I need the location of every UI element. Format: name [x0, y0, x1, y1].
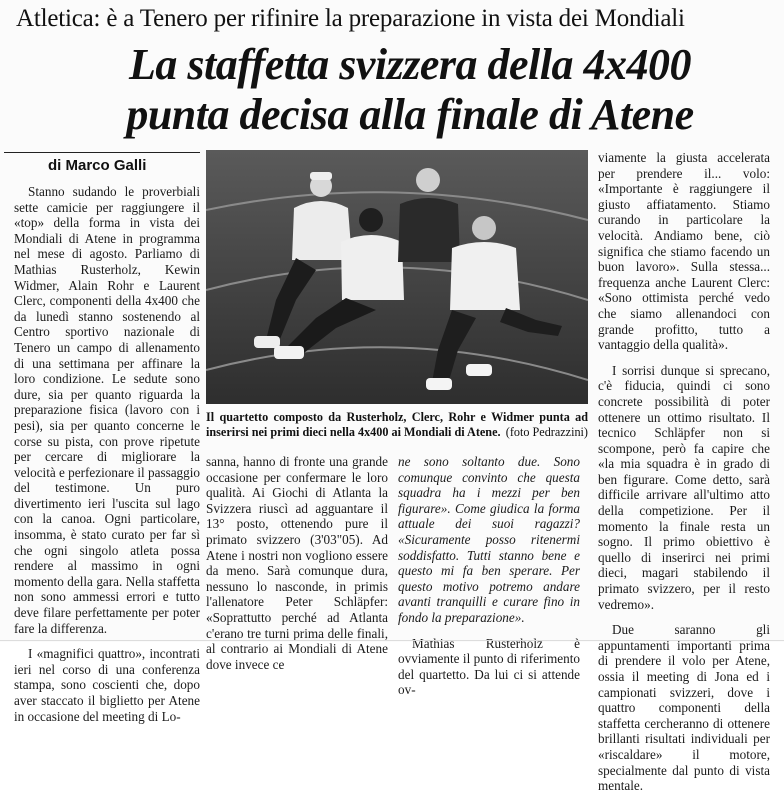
- photo-credit: (foto Pedrazzini): [505, 424, 588, 439]
- byline-rule: [4, 152, 200, 153]
- photo-four-athletes: [206, 150, 588, 404]
- byline: di Marco Galli: [48, 157, 147, 174]
- paragraph: I sorrisi dunque si sprecano, c'è fiducia, quindi ci sono concrete possibilità di poter ottenere un ottimo risultato. Il tecnico Schläpfer non si scompone, però fa capire che «la mia squadra è in grado di ben figurare. Come detto, sarà difficile arrivare all'ultimo atto della competizione. Per il momento la finale resta un sogno. Il primo obiettivo è quello di inserirci nei primi dieci, magari stabilendo il primato svizzero, per il resto vedremo».: [598, 362, 770, 612]
- text-column-1: [14, 184, 200, 724]
- paragraph: I «magnifici quattro», incontrati ieri nel corso di una conferenza stampa, sono coscienti che, dopo aver staccato il biglietto per Atene in occasione del meeting di Lo-: [14, 646, 200, 724]
- paragraph: Due saranno gli appuntamenti importanti prima di prendere il volo per Atene, ossia il meeting di Jona ed i campionati svizzeri, dove i quattro componenti della staffetta cercheranno di ottenere brillanti risultati individuali per «riscaldare» il motore, specialmente dal punto di vista mentale.: [598, 622, 770, 794]
- paragraph: Stanno sudando le proverbiali sette camicie per raggiungere il «top» della forma in vista dei Mondiali di Atene in programma nel mese di agosto. Parliamo di Mathias Rusterholz, Kewin Widmer, Alain Rohr e Laurent Clerc, componenti della 4x400 che da lunedì stanno sostenendo al Centro sportivo nazionale di Tenero un campo di allenamento di una settimana per affinare la loro condizione. Le sedute sono dure, sia per quanto riguarda la preparazione fisica (lavoro con i pesi), sia per quanto concerne le corse su pista, con prove ripetute per cercare di migliorare la velocità e perfezionare il passaggio del testimone. Un puro divertimento ieri l'uscita sul lago con la canoa. Ogni particolare, insomma, è stato curato per far sì che ogni singolo atleta possa rendere al massimo in ogni momento della gara. Nella staffetta non sono ammessi errori e tutto deve filare perfettamente per poter fare la differenza.: [14, 184, 201, 636]
- athletes-photo-icon: [206, 150, 588, 404]
- paragraph: sanna, hanno di fronte una grande occasione per confermare le loro qualità. Ai Giochi di Atlanta la Svizzera riuscì ad agguantare il 13° posto, ottenendo pure il primato svizzero (3'03"05). Ad Atene i nostri non vogliono essere da meno. Sarà comunque dura, nessuno lo nasconde, in primis l'allenatore Peter Schläpfer: «Soprattutto perché ad Atlanta c'erano tre turni prima delle finali, al contrario ai Mondiali di Atene dove invece ce: [206, 454, 388, 672]
- text-column-3: [398, 454, 580, 698]
- paragraph: viamente la giusta accelerata per prendere il... volo: «Importante è raggiungere il giusto affiatamento. Stiamo curando in particolare la velocità. Andiamo bene, ciò significa che stiamo facendo un buon lavoro». Sulla stessa... frequenza anche Laurent Clerc: «Sono ottimista perché vedo che siamo allenandoci con grande profitto, tutto a vantaggio della qualità».: [598, 150, 770, 353]
- headline-line-2: punta decisa alla finale di Atene: [126, 90, 694, 139]
- article-kicker: Atletica: è a Tenero per rifinire la preparazione in vista dei Mondiali: [16, 5, 685, 32]
- paragraph: Mathias Rusterholz è ovviamente il punto di riferimento del quartetto. Da lui ci si attende ov-: [398, 635, 580, 698]
- caption-text: Il quartetto composto da Rusterholz, Clerc, Rohr e Widmer punta ad inserirsi nei primi dieci nella 4x400 ai Mondiali di Atene.: [206, 410, 588, 439]
- article-headline: [60, 40, 760, 140]
- headline-line-1: La staffetta svizzera della 4x400: [129, 40, 691, 89]
- paragraph: ne sono soltanto due. Sono comunque convinto che questa squadra ha i mezzi per ben figurare». Come giudica la forma attuale dei suoi ragazzi? «Sicuramente posso ritenermi soddisfatto. Tutti stanno bene e questo mi fa ben sperare. Per questo motivo potremo andare avanti tranquilli e curare fino in fondo la preparazione».: [398, 454, 580, 625]
- text-column-4: [598, 150, 770, 794]
- photo-caption: [206, 410, 588, 439]
- page-bottom-rule: [0, 640, 784, 641]
